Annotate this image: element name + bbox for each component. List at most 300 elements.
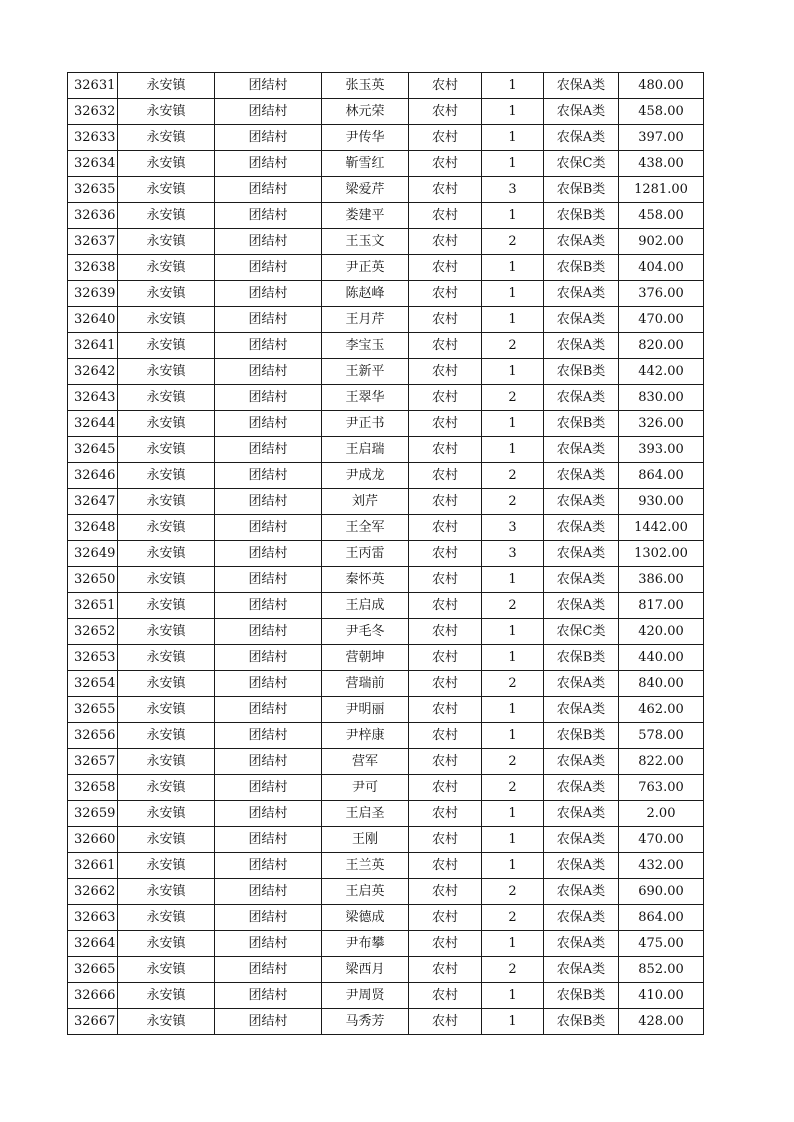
cell-category: 农保A类 [544, 229, 619, 255]
cell-area-type: 农村 [409, 723, 482, 749]
cell-town: 永安镇 [118, 697, 215, 723]
cell-village: 团结村 [215, 177, 322, 203]
cell-amount: 432.00 [619, 853, 704, 879]
cell-count: 3 [482, 541, 544, 567]
cell-name: 梁德成 [322, 905, 409, 931]
table-row [68, 541, 704, 567]
cell-id: 32647 [68, 489, 118, 515]
cell-village: 团结村 [215, 567, 322, 593]
cell-town: 永安镇 [118, 723, 215, 749]
cell-count: 1 [482, 281, 544, 307]
cell-name: 王启英 [322, 879, 409, 905]
cell-count: 1 [482, 359, 544, 385]
cell-count: 2 [482, 749, 544, 775]
cell-name: 尹成龙 [322, 463, 409, 489]
cell-count: 1 [482, 125, 544, 151]
cell-amount: 428.00 [619, 1009, 704, 1035]
cell-id: 32649 [68, 541, 118, 567]
cell-town: 永安镇 [118, 1009, 215, 1035]
cell-count: 3 [482, 177, 544, 203]
cell-amount: 326.00 [619, 411, 704, 437]
cell-area-type: 农村 [409, 307, 482, 333]
cell-village: 团结村 [215, 775, 322, 801]
cell-category: 农保A类 [544, 125, 619, 151]
cell-amount: 386.00 [619, 567, 704, 593]
cell-area-type: 农村 [409, 567, 482, 593]
cell-name: 王丙雷 [322, 541, 409, 567]
cell-category: 农保A类 [544, 827, 619, 853]
cell-name: 秦怀英 [322, 567, 409, 593]
cell-town: 永安镇 [118, 827, 215, 853]
cell-village: 团结村 [215, 307, 322, 333]
cell-area-type: 农村 [409, 957, 482, 983]
roster-table [67, 72, 704, 1035]
cell-amount: 404.00 [619, 255, 704, 281]
cell-id: 32665 [68, 957, 118, 983]
cell-category: 农保C类 [544, 619, 619, 645]
table-row [68, 1009, 704, 1035]
cell-category: 农保A类 [544, 957, 619, 983]
cell-amount: 578.00 [619, 723, 704, 749]
table-row [68, 463, 704, 489]
cell-category: 农保B类 [544, 359, 619, 385]
cell-name: 王启瑞 [322, 437, 409, 463]
cell-category: 农保A类 [544, 567, 619, 593]
cell-count: 2 [482, 957, 544, 983]
cell-area-type: 农村 [409, 593, 482, 619]
cell-count: 2 [482, 671, 544, 697]
cell-amount: 852.00 [619, 957, 704, 983]
cell-amount: 420.00 [619, 619, 704, 645]
cell-id: 32666 [68, 983, 118, 1009]
cell-amount: 902.00 [619, 229, 704, 255]
cell-area-type: 农村 [409, 177, 482, 203]
cell-amount: 475.00 [619, 931, 704, 957]
cell-village: 团结村 [215, 619, 322, 645]
cell-amount: 822.00 [619, 749, 704, 775]
cell-count: 1 [482, 99, 544, 125]
table-row [68, 931, 704, 957]
cell-count: 2 [482, 385, 544, 411]
table-row [68, 229, 704, 255]
cell-category: 农保A类 [544, 905, 619, 931]
cell-category: 农保A类 [544, 99, 619, 125]
cell-area-type: 农村 [409, 775, 482, 801]
cell-village: 团结村 [215, 697, 322, 723]
cell-id: 32643 [68, 385, 118, 411]
cell-count: 1 [482, 203, 544, 229]
cell-id: 32653 [68, 645, 118, 671]
cell-area-type: 农村 [409, 203, 482, 229]
cell-id: 32656 [68, 723, 118, 749]
cell-category: 农保A类 [544, 697, 619, 723]
cell-name: 梁西月 [322, 957, 409, 983]
table-row [68, 307, 704, 333]
table-row [68, 567, 704, 593]
table-row [68, 697, 704, 723]
cell-name: 马秀芳 [322, 1009, 409, 1035]
cell-area-type: 农村 [409, 619, 482, 645]
table-row [68, 385, 704, 411]
cell-area-type: 农村 [409, 359, 482, 385]
cell-name: 王玉文 [322, 229, 409, 255]
cell-id: 32661 [68, 853, 118, 879]
cell-village: 团结村 [215, 411, 322, 437]
table-row [68, 151, 704, 177]
cell-category: 农保A类 [544, 853, 619, 879]
cell-category: 农保A类 [544, 489, 619, 515]
cell-amount: 458.00 [619, 99, 704, 125]
cell-category: 农保A类 [544, 775, 619, 801]
cell-amount: 376.00 [619, 281, 704, 307]
cell-count: 2 [482, 463, 544, 489]
cell-id: 32640 [68, 307, 118, 333]
cell-area-type: 农村 [409, 333, 482, 359]
cell-town: 永安镇 [118, 645, 215, 671]
cell-area-type: 农村 [409, 671, 482, 697]
table-row [68, 411, 704, 437]
cell-amount: 397.00 [619, 125, 704, 151]
cell-village: 团结村 [215, 281, 322, 307]
cell-area-type: 农村 [409, 411, 482, 437]
table-row [68, 983, 704, 1009]
cell-town: 永安镇 [118, 359, 215, 385]
cell-category: 农保A类 [544, 73, 619, 99]
cell-category: 农保A类 [544, 333, 619, 359]
cell-town: 永安镇 [118, 99, 215, 125]
cell-area-type: 农村 [409, 151, 482, 177]
cell-village: 团结村 [215, 229, 322, 255]
cell-count: 2 [482, 775, 544, 801]
cell-town: 永安镇 [118, 333, 215, 359]
cell-amount: 1302.00 [619, 541, 704, 567]
cell-area-type: 农村 [409, 281, 482, 307]
cell-amount: 840.00 [619, 671, 704, 697]
cell-name: 王新平 [322, 359, 409, 385]
cell-area-type: 农村 [409, 515, 482, 541]
cell-village: 团结村 [215, 749, 322, 775]
cell-village: 团结村 [215, 593, 322, 619]
cell-town: 永安镇 [118, 73, 215, 99]
cell-area-type: 农村 [409, 541, 482, 567]
cell-amount: 480.00 [619, 73, 704, 99]
cell-id: 32633 [68, 125, 118, 151]
cell-id: 32641 [68, 333, 118, 359]
cell-town: 永安镇 [118, 749, 215, 775]
cell-village: 团结村 [215, 931, 322, 957]
cell-count: 1 [482, 619, 544, 645]
cell-name: 王启圣 [322, 801, 409, 827]
table-row [68, 775, 704, 801]
cell-category: 农保A类 [544, 749, 619, 775]
cell-name: 张玉英 [322, 73, 409, 99]
cell-town: 永安镇 [118, 801, 215, 827]
cell-category: 农保A类 [544, 463, 619, 489]
cell-category: 农保B类 [544, 645, 619, 671]
table-row [68, 73, 704, 99]
cell-count: 1 [482, 73, 544, 99]
cell-village: 团结村 [215, 723, 322, 749]
cell-amount: 470.00 [619, 307, 704, 333]
cell-count: 2 [482, 593, 544, 619]
cell-area-type: 农村 [409, 827, 482, 853]
cell-name: 尹正英 [322, 255, 409, 281]
table-row [68, 645, 704, 671]
cell-category: 农保B类 [544, 1009, 619, 1035]
cell-id: 32632 [68, 99, 118, 125]
cell-name: 营瑞前 [322, 671, 409, 697]
cell-area-type: 农村 [409, 73, 482, 99]
cell-id: 32650 [68, 567, 118, 593]
cell-town: 永安镇 [118, 905, 215, 931]
cell-village: 团结村 [215, 983, 322, 1009]
table-row [68, 255, 704, 281]
cell-name: 梁爱芹 [322, 177, 409, 203]
cell-name: 尹布攀 [322, 931, 409, 957]
cell-id: 32644 [68, 411, 118, 437]
table-row [68, 827, 704, 853]
cell-amount: 438.00 [619, 151, 704, 177]
table-row [68, 177, 704, 203]
cell-count: 2 [482, 489, 544, 515]
cell-id: 32634 [68, 151, 118, 177]
cell-village: 团结村 [215, 879, 322, 905]
cell-village: 团结村 [215, 385, 322, 411]
cell-town: 永安镇 [118, 619, 215, 645]
cell-area-type: 农村 [409, 437, 482, 463]
cell-town: 永安镇 [118, 203, 215, 229]
cell-village: 团结村 [215, 827, 322, 853]
table-row [68, 203, 704, 229]
cell-category: 农保A类 [544, 801, 619, 827]
cell-town: 永安镇 [118, 281, 215, 307]
cell-name: 尹可 [322, 775, 409, 801]
cell-town: 永安镇 [118, 879, 215, 905]
table-row [68, 489, 704, 515]
cell-amount: 690.00 [619, 879, 704, 905]
cell-area-type: 农村 [409, 1009, 482, 1035]
cell-name: 刘芹 [322, 489, 409, 515]
cell-area-type: 农村 [409, 99, 482, 125]
cell-amount: 2.00 [619, 801, 704, 827]
cell-count: 1 [482, 931, 544, 957]
cell-name: 王翠华 [322, 385, 409, 411]
cell-area-type: 农村 [409, 749, 482, 775]
cell-id: 32660 [68, 827, 118, 853]
cell-town: 永安镇 [118, 489, 215, 515]
cell-amount: 864.00 [619, 463, 704, 489]
cell-count: 1 [482, 827, 544, 853]
cell-town: 永安镇 [118, 931, 215, 957]
cell-id: 32652 [68, 619, 118, 645]
cell-name: 尹明丽 [322, 697, 409, 723]
cell-amount: 763.00 [619, 775, 704, 801]
cell-area-type: 农村 [409, 645, 482, 671]
cell-village: 团结村 [215, 1009, 322, 1035]
cell-count: 2 [482, 879, 544, 905]
cell-count: 1 [482, 307, 544, 333]
table-row [68, 281, 704, 307]
cell-count: 2 [482, 229, 544, 255]
cell-count: 1 [482, 411, 544, 437]
table-row [68, 749, 704, 775]
table-row [68, 593, 704, 619]
cell-town: 永安镇 [118, 385, 215, 411]
cell-id: 32636 [68, 203, 118, 229]
cell-amount: 817.00 [619, 593, 704, 619]
cell-count: 1 [482, 437, 544, 463]
cell-id: 32657 [68, 749, 118, 775]
cell-count: 2 [482, 333, 544, 359]
cell-name: 尹正书 [322, 411, 409, 437]
cell-name: 尹梓康 [322, 723, 409, 749]
cell-id: 32662 [68, 879, 118, 905]
cell-town: 永安镇 [118, 775, 215, 801]
cell-category: 农保A类 [544, 515, 619, 541]
cell-name: 尹周贤 [322, 983, 409, 1009]
cell-town: 永安镇 [118, 307, 215, 333]
cell-amount: 410.00 [619, 983, 704, 1009]
cell-name: 娄建平 [322, 203, 409, 229]
cell-area-type: 农村 [409, 229, 482, 255]
cell-id: 32654 [68, 671, 118, 697]
cell-amount: 470.00 [619, 827, 704, 853]
cell-count: 1 [482, 151, 544, 177]
cell-amount: 830.00 [619, 385, 704, 411]
cell-id: 32645 [68, 437, 118, 463]
cell-village: 团结村 [215, 671, 322, 697]
cell-id: 32667 [68, 1009, 118, 1035]
cell-village: 团结村 [215, 203, 322, 229]
table-row [68, 957, 704, 983]
cell-id: 32635 [68, 177, 118, 203]
cell-town: 永安镇 [118, 567, 215, 593]
cell-id: 32663 [68, 905, 118, 931]
cell-category: 农保B类 [544, 411, 619, 437]
cell-village: 团结村 [215, 515, 322, 541]
cell-category: 农保B类 [544, 723, 619, 749]
table-row [68, 359, 704, 385]
roster-body [68, 73, 704, 1035]
cell-id: 32637 [68, 229, 118, 255]
cell-town: 永安镇 [118, 957, 215, 983]
cell-name: 尹传华 [322, 125, 409, 151]
cell-town: 永安镇 [118, 671, 215, 697]
table-row [68, 99, 704, 125]
cell-name: 王月芹 [322, 307, 409, 333]
cell-name: 李宝玉 [322, 333, 409, 359]
cell-area-type: 农村 [409, 853, 482, 879]
cell-count: 1 [482, 567, 544, 593]
cell-name: 王兰英 [322, 853, 409, 879]
cell-count: 1 [482, 801, 544, 827]
cell-amount: 462.00 [619, 697, 704, 723]
cell-category: 农保B类 [544, 177, 619, 203]
cell-area-type: 农村 [409, 983, 482, 1009]
cell-area-type: 农村 [409, 125, 482, 151]
cell-area-type: 农村 [409, 879, 482, 905]
cell-count: 1 [482, 645, 544, 671]
cell-category: 农保A类 [544, 541, 619, 567]
cell-amount: 458.00 [619, 203, 704, 229]
cell-village: 团结村 [215, 333, 322, 359]
cell-village: 团结村 [215, 801, 322, 827]
cell-area-type: 农村 [409, 931, 482, 957]
cell-area-type: 农村 [409, 801, 482, 827]
cell-category: 农保A类 [544, 671, 619, 697]
cell-id: 32648 [68, 515, 118, 541]
cell-town: 永安镇 [118, 983, 215, 1009]
cell-town: 永安镇 [118, 437, 215, 463]
cell-village: 团结村 [215, 255, 322, 281]
cell-id: 32646 [68, 463, 118, 489]
cell-village: 团结村 [215, 125, 322, 151]
cell-town: 永安镇 [118, 125, 215, 151]
cell-name: 陈赵峰 [322, 281, 409, 307]
cell-count: 1 [482, 723, 544, 749]
cell-amount: 442.00 [619, 359, 704, 385]
cell-name: 林元荣 [322, 99, 409, 125]
cell-amount: 440.00 [619, 645, 704, 671]
cell-town: 永安镇 [118, 541, 215, 567]
cell-town: 永安镇 [118, 411, 215, 437]
cell-town: 永安镇 [118, 593, 215, 619]
cell-village: 团结村 [215, 437, 322, 463]
cell-name: 营军 [322, 749, 409, 775]
cell-town: 永安镇 [118, 177, 215, 203]
cell-name: 尹毛冬 [322, 619, 409, 645]
cell-village: 团结村 [215, 151, 322, 177]
table-row [68, 879, 704, 905]
cell-village: 团结村 [215, 463, 322, 489]
cell-area-type: 农村 [409, 697, 482, 723]
cell-area-type: 农村 [409, 905, 482, 931]
cell-village: 团结村 [215, 489, 322, 515]
cell-category: 农保C类 [544, 151, 619, 177]
cell-name: 王启成 [322, 593, 409, 619]
cell-category: 农保B类 [544, 983, 619, 1009]
table-row [68, 619, 704, 645]
table-row [68, 905, 704, 931]
cell-village: 团结村 [215, 645, 322, 671]
cell-category: 农保A类 [544, 437, 619, 463]
cell-village: 团结村 [215, 99, 322, 125]
cell-category: 农保A类 [544, 307, 619, 333]
cell-id: 32655 [68, 697, 118, 723]
cell-count: 1 [482, 697, 544, 723]
table-row [68, 333, 704, 359]
table-row [68, 853, 704, 879]
cell-category: 农保B类 [544, 255, 619, 281]
cell-category: 农保A类 [544, 879, 619, 905]
cell-category: 农保A类 [544, 931, 619, 957]
cell-id: 32631 [68, 73, 118, 99]
table-row [68, 671, 704, 697]
cell-name: 王刚 [322, 827, 409, 853]
cell-count: 1 [482, 255, 544, 281]
cell-id: 32659 [68, 801, 118, 827]
cell-count: 1 [482, 853, 544, 879]
cell-category: 农保A类 [544, 593, 619, 619]
cell-name: 营朝坤 [322, 645, 409, 671]
cell-id: 32651 [68, 593, 118, 619]
cell-category: 农保A类 [544, 281, 619, 307]
table-row [68, 515, 704, 541]
cell-town: 永安镇 [118, 229, 215, 255]
cell-area-type: 农村 [409, 463, 482, 489]
cell-count: 1 [482, 983, 544, 1009]
cell-amount: 820.00 [619, 333, 704, 359]
